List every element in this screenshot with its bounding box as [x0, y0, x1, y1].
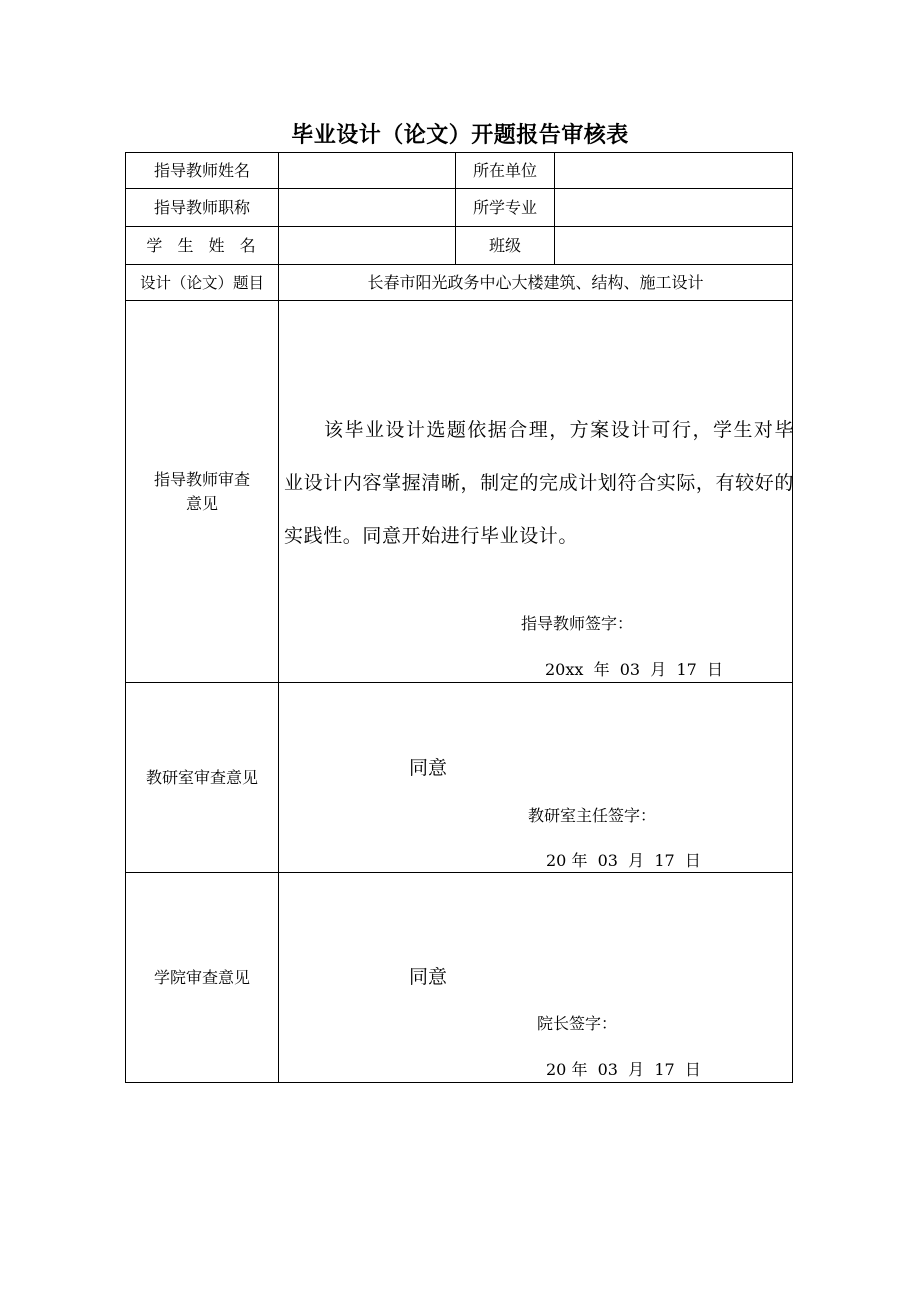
- topic-value: 长春市阳光政务中心大楼建筑、结构、施工设计: [367, 272, 704, 292]
- advisor-opinion-text: 该毕业设计选题依据合理，方案设计可行，学生对毕业设计内容掌握清晰，制定的完成计划符合实际，有较好的实践性。同意开始进行毕业设计。: [284, 419, 794, 547]
- advisor-review-label: [126, 301, 278, 682]
- advisor-title-label: 指导教师职称: [153, 197, 250, 217]
- advisor-name-label: 指导教师姓名: [153, 160, 250, 180]
- advisor-review-label-line2: 意见: [185, 493, 218, 513]
- college-review-label: 学院审查意见: [153, 967, 250, 987]
- document-title: 毕业设计（论文）开题报告审核表: [291, 123, 629, 148]
- class-label: 班级: [488, 235, 521, 255]
- dept-review-date: 20 年 03 月 17 日: [546, 851, 701, 870]
- student-name-label: 学 生 姓 名: [146, 235, 258, 255]
- major-field[interactable]: [555, 189, 792, 226]
- college-review-date: 20 年 03 月 17 日: [546, 1060, 701, 1079]
- advisor-signature-label: 指导教师签字：: [521, 614, 634, 633]
- college-opinion-text: 同意: [409, 966, 448, 988]
- advisor-review-label-line1: 指导教师审查: [153, 469, 250, 489]
- advisor-title-field[interactable]: [279, 189, 455, 226]
- unit-label: 所在单位: [472, 160, 537, 180]
- dept-review-label: 教研室审查意见: [145, 767, 258, 787]
- advisor-review-date: 20xx 年 03 月 17 日: [545, 660, 723, 679]
- class-field[interactable]: [555, 227, 792, 264]
- student-name-field[interactable]: [279, 227, 455, 264]
- advisor-name-field[interactable]: [279, 153, 455, 188]
- topic-label: 设计（论文）题目: [139, 273, 264, 292]
- college-signature-label: 院长签字：: [537, 1014, 618, 1033]
- unit-field[interactable]: [555, 153, 792, 188]
- dept-signature-label: 教研室主任签字：: [528, 806, 657, 825]
- dept-opinion-text: 同意: [409, 757, 448, 779]
- major-label: 所学专业: [472, 197, 537, 217]
